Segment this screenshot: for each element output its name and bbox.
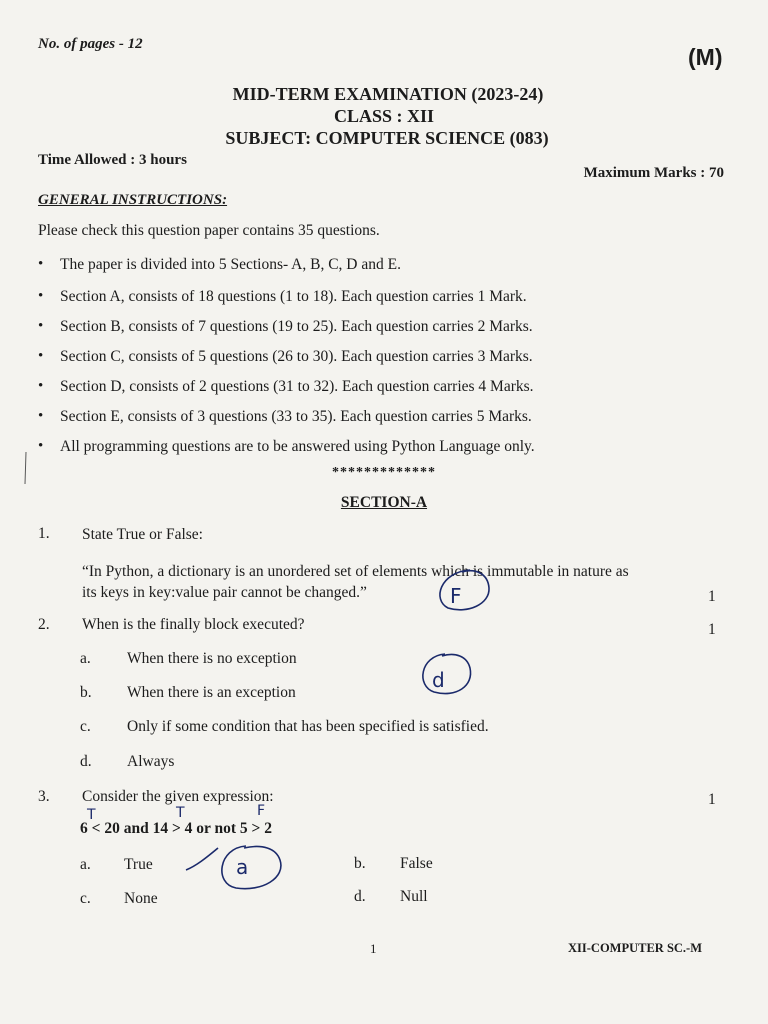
truth-mark: T (87, 807, 96, 823)
question-number: 1. (38, 525, 50, 542)
option-label: b. (80, 684, 92, 701)
option-label: d. (80, 753, 92, 770)
option-label: b. (354, 855, 366, 872)
answer-mark-q2 (423, 654, 471, 694)
option-text: When there is an exception (127, 684, 296, 701)
instruction-item (38, 438, 535, 456)
instructions-heading: GENERAL INSTRUCTIONS: (38, 192, 228, 208)
instruction-text: Section B, consists of 7 questions (19 to 25). Each question carries 2 Marks. (60, 318, 533, 335)
bullet: • (38, 378, 44, 394)
expression: 6 < 20 and 14 > 4 or not 5 > 2 (80, 820, 272, 837)
instruction-text: The paper is divided into 5 Sections- A, B, C, D and E. (60, 256, 401, 273)
bullet: • (38, 348, 44, 364)
separator-stars: ************* (332, 465, 436, 480)
exam-title: MID-TERM EXAMINATION (2023-24) (232, 84, 544, 104)
option-text: None (124, 890, 158, 907)
option-text: Always (127, 753, 175, 770)
instruction-item (38, 288, 527, 306)
question-text: Consider the given expression: (82, 788, 274, 805)
footer-tag: XII-COMPUTER SC.-M (568, 941, 703, 955)
instruction-item (38, 408, 532, 426)
instruction-text: All programming questions are to be answered using Python Language only. (60, 438, 535, 455)
instruction-text: Section C, consists of 5 questions (26 to 30). Each question carries 3 Marks. (60, 348, 533, 365)
subject-title: SUBJECT: COMPUTER SCIENCE (083) (225, 128, 549, 148)
bullet: • (38, 408, 44, 424)
question-number: 3. (38, 788, 50, 805)
question-marks: 1 (708, 791, 716, 808)
option-label: a. (80, 650, 91, 667)
question-text: When is the finally block executed? (82, 616, 305, 633)
maximum-marks: Maximum Marks : 70 (583, 165, 724, 181)
instruction-item (38, 318, 533, 336)
answer-letter-q3: a (236, 855, 249, 879)
instruction-text: Section A, consists of 18 questions (1 to 18). Each question carries 1 Mark. (60, 288, 527, 305)
bullet: • (38, 256, 44, 272)
option-label: c. (80, 718, 91, 735)
option-label: a. (80, 856, 91, 873)
instruction-item (38, 348, 533, 366)
question-quote-line: its keys in key:value pair cannot be changed.” (82, 584, 367, 601)
page-number: 1 (370, 941, 377, 956)
option-text: Null (400, 888, 428, 905)
instruction-text: Section E, consists of 3 questions (33 to 35). Each question carries 5 Marks. (60, 408, 532, 425)
option-label: d. (354, 888, 366, 905)
question-quote-line: “In Python, a dictionary is an unordered set of elements which is immutable in nature as (82, 563, 629, 580)
option-text: When there is no exception (127, 650, 297, 667)
bullet: • (38, 438, 44, 454)
question-marks: 1 (708, 588, 716, 605)
question-marks: 1 (708, 621, 716, 638)
time-allowed: Time Allowed : 3 hours (38, 152, 187, 168)
answer-letter-q2: d (432, 668, 445, 692)
answer-mark-q3 (186, 846, 281, 889)
truth-mark: F (257, 803, 266, 819)
answer-letter-q1: F (450, 584, 462, 608)
bullet: • (38, 288, 44, 304)
option-text: Only if some condition that has been specified is satisfied. (127, 718, 489, 735)
question-text: State True or False: (82, 526, 203, 543)
option-text: False (400, 855, 433, 872)
instruction-text: Section D, consists of 2 questions (31 to 32). Each question carries 4 Marks. (60, 378, 534, 395)
paper-code: (M) (688, 44, 723, 70)
instruction-item (38, 256, 401, 274)
instructions-intro: Please check this question paper contains 35 questions. (38, 222, 380, 239)
page-count: No. of pages - 12 (38, 36, 143, 52)
option-text: True (124, 856, 153, 873)
truth-mark: T (176, 805, 185, 821)
bullet: • (38, 318, 44, 334)
class-title: CLASS : XII (333, 106, 435, 126)
instruction-item (38, 378, 534, 396)
question-number: 2. (38, 616, 50, 633)
section-heading: SECTION-A (340, 494, 428, 511)
option-label: c. (80, 890, 91, 907)
